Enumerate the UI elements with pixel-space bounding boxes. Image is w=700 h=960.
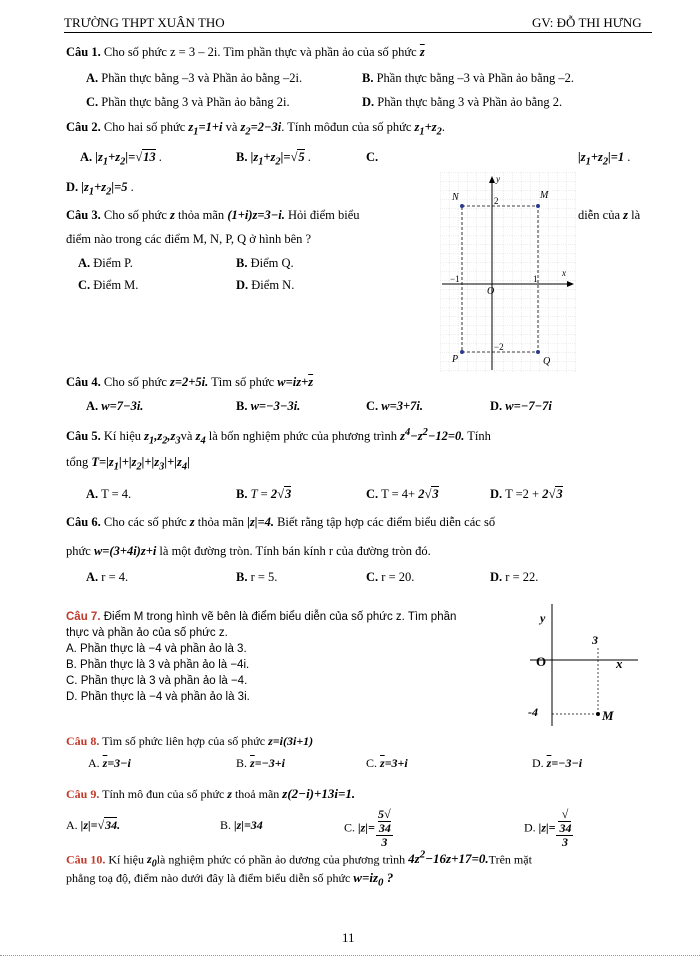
q8-stem: Câu 8. Tìm số phức liên hợp của số phức z=i(3i+1) (66, 734, 314, 748)
q3-stem-line2: điểm nào trong các điểm M, N, P, Q ở hình bên ? (66, 232, 312, 246)
q3-label-x: x (562, 268, 566, 278)
q3-tick-1: 1 (533, 274, 538, 284)
q7-figure (520, 602, 640, 728)
q4-option-a[interactable]: A. w=7−3i. (86, 399, 144, 413)
header-teacher: GV: ĐỖ THI HƯNG (532, 15, 642, 30)
q10-stem: Câu 10. Kí hiệu $z_0là$ nghiệm phức có phần ảo dương của phương trình $4z^2-16z+17=0.Trên$ mặt (66, 849, 532, 870)
q1-stem: Câu 1. Cho số phức z = 3 – 2i. Tìm phần thực và phần ảo của số phức $\overline{z}$ (66, 45, 425, 59)
q2-option-b[interactable]: B. $|z_1+z_2|=√5$ . (236, 150, 311, 168)
q3-point-m (536, 204, 540, 208)
q9-stem: Câu 9. Tính mô đun của số phức z thoả mãn z(2−i)+13i=1. (66, 786, 356, 801)
q7-tick-minus4: -4 (528, 705, 538, 719)
q9-option-c[interactable]: C. |z|= 5√ 34 3 (344, 807, 391, 849)
q6-option-b[interactable]: B. r = 5. (236, 570, 278, 584)
header-school: TRƯỜNG THPT XUÂN THO (64, 15, 225, 30)
q1-option-c[interactable]: C. Phần thực bằng 3 và Phần ảo bằng 2i. (86, 95, 290, 109)
q8-option-b[interactable]: B. $\overline{z}=-3+i$ (236, 756, 285, 770)
q2-option-c-value: $|z_1+z_2|=1$ . (578, 150, 631, 168)
q6-option-c[interactable]: C. r = 20. (366, 570, 415, 584)
q3-grid (440, 172, 576, 372)
q3-option-c[interactable]: C. Điểm M. (78, 278, 139, 292)
q2-option-d[interactable]: D. $|z_1+z_2|=5$ . (66, 180, 134, 198)
q5-option-d[interactable]: D. T =2 + 2√3 (490, 487, 563, 501)
q3-label-m: M (540, 190, 549, 201)
q3-stem-continued: diễn của z là (578, 208, 641, 222)
q7-option-c[interactable]: C. Phần thực là 3 và phần ảo là −4. (66, 675, 248, 687)
q3-option-b[interactable]: B. Điểm Q. (236, 256, 294, 270)
q3-stem: Câu 3. Cho số phức z thỏa mãn (1+i)z=3−i. Hỏi điểm biểu (66, 208, 360, 222)
q2-option-a[interactable]: A. $|z_1+z_2|=√13$ . (80, 150, 162, 168)
header-rule (64, 32, 652, 33)
q3-figure (440, 172, 576, 372)
q3-option-a[interactable]: A. Điểm P. (78, 256, 133, 270)
q7-label-y: y (540, 611, 546, 625)
q8-option-a[interactable]: A. $\overline{z}=3-i$ (88, 756, 131, 770)
q7-option-a[interactable]: A. Phần thực là −4 và phần ảo là 3. (66, 643, 247, 655)
page-number: 11 (342, 930, 355, 945)
q3-label-o: O (487, 286, 495, 297)
q7-tick-3: 3 (592, 633, 598, 647)
q7-option-d[interactable]: D. Phần thực là −4 và phần ảo là 3i. (66, 691, 250, 703)
q9-option-b[interactable]: B. |z|=34 (220, 818, 263, 832)
q5-option-b[interactable]: B. T = 2√3 (236, 487, 292, 501)
q4-stem: Câu 4. Cho số phức z=2+5i. Tìm số phức $w=iz+\overline{z}$ (66, 375, 314, 389)
q3-label-n: N (452, 192, 459, 203)
q3-label-y: y (496, 174, 500, 184)
q6-stem-line2: phức w=(3+4i)z+i là một đường tròn. Tính bán kính r của đường tròn đó. (66, 544, 431, 558)
q7-label-o: O (536, 654, 547, 669)
q3-tick-minus2: −2 (494, 342, 504, 352)
q4-option-b[interactable]: B. w=−3−3i. (236, 399, 301, 413)
q3-label-p: P (452, 354, 459, 365)
q6-option-d[interactable]: D. r = 22. (490, 570, 539, 584)
q7-point-m (596, 712, 600, 716)
q4-option-c[interactable]: C. w=3+7i. (366, 399, 423, 413)
q6-stem: Câu 6. Cho các số phức z thỏa mãn |z|=4. Biết rằng tập hợp các điểm biểu diễn các số (66, 515, 496, 529)
q3-label-q: Q (543, 356, 551, 367)
q7-stem-line2: thực và phần ảo của số phức z. (66, 627, 228, 639)
q5-option-c[interactable]: C. T = 4+ 2√3 (366, 487, 439, 501)
q1-option-d[interactable]: D. Phần thực bằng 3 và Phần ảo bằng 2. (362, 95, 563, 109)
q1-option-b[interactable]: B. Phần thực bằng –3 và Phần ảo bằng –2. (362, 71, 574, 85)
q9-option-d[interactable]: D. |z|= √ 34 3 (524, 807, 572, 849)
q5-stem: Câu 5. Kí hiệu $z_1,z_2,z_3và$ $z_4$ là bốn nghiệm phức của phương trình $z^4-z^2-12=0$. Tính (66, 427, 491, 447)
footer-divider (0, 955, 700, 956)
q5-stem-line2: tổng $T=|z_1|+|z_2|+|z_3|+|z_4|$ (66, 455, 190, 473)
q8-option-d[interactable]: D. $\overline{z}=-3-i$ (532, 756, 583, 770)
q2-stem: Câu 2. Cho hai số phức $z_1=1+i$ và $z_2=2-3i$. Tính môđun của số phức $z_1+z_2$. (66, 120, 445, 138)
q3-option-d[interactable]: D. Điểm N. (236, 278, 295, 292)
q5-option-a[interactable]: A. T = 4. (86, 487, 132, 501)
q1-option-a[interactable]: A. Phần thực bằng –3 và Phần ảo bằng –2i. (86, 71, 303, 85)
q7-stem: Câu 7. Điểm M trong hình vẽ bên là điểm biểu diễn của số phức z. Tìm phần (66, 611, 457, 623)
q7-label-x: x (616, 656, 623, 671)
q3-point-p (460, 350, 464, 354)
q2-option-c[interactable]: C. (366, 150, 379, 164)
q3-point-n (460, 204, 464, 208)
q3-tick-minus1: −1 (450, 274, 460, 284)
q7-label-m: M (602, 708, 614, 723)
q10-stem-line2: phẳng toạ độ, điểm nào dưới đây là điểm biểu diễn số phức $w=iz_0$ ? (66, 870, 394, 889)
q6-option-a[interactable]: A. r = 4. (86, 570, 129, 584)
q3-tick-2: 2 (494, 196, 499, 206)
q3-point-q (536, 350, 540, 354)
q8-option-c[interactable]: C. $\overline{z}=3+i$ (366, 756, 408, 770)
q9-option-a[interactable]: A. |z|=√34. (66, 818, 121, 832)
q7-option-b[interactable]: B. Phần thực là 3 và phần ảo là −4i. (66, 659, 250, 671)
q4-option-d[interactable]: D. w=−7−7i (490, 399, 552, 413)
